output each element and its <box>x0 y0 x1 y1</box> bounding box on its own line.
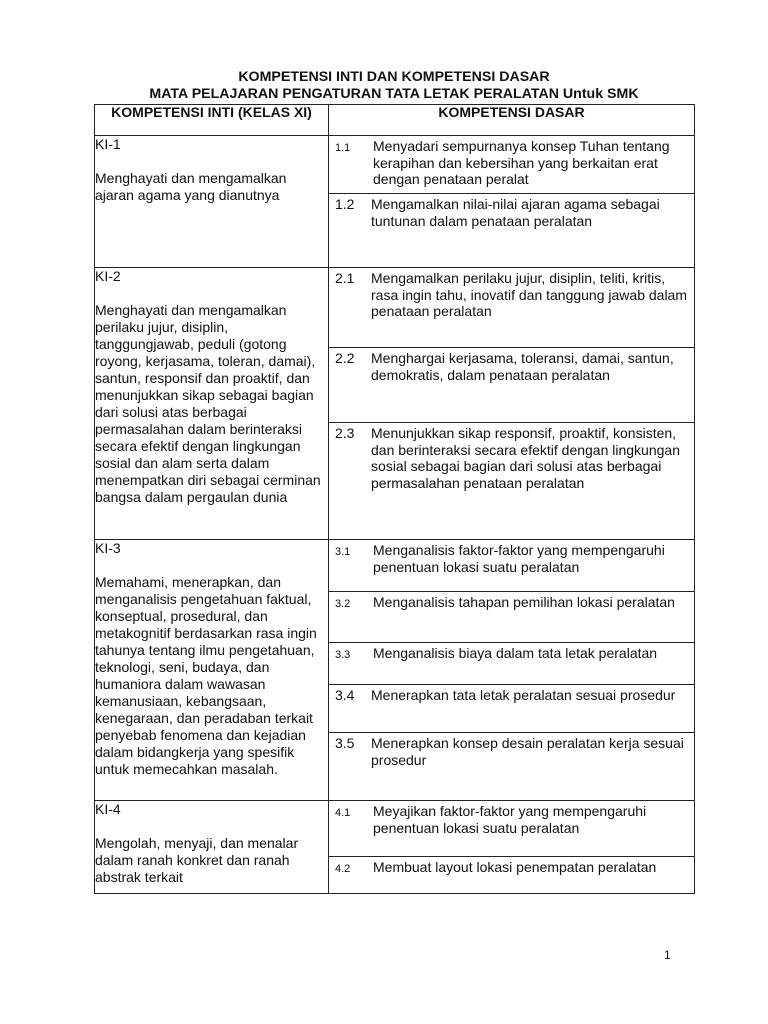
kd-text: Menerapkan konsep desain peralatan kerja sesuai prosedur <box>371 735 684 768</box>
kd-number: 3.1 <box>335 546 351 558</box>
table-row <box>95 540 695 801</box>
kd-number: 4.1 <box>335 807 351 819</box>
kd-number: 2.2 <box>335 350 355 366</box>
kd-item <box>329 591 694 642</box>
kd-number: 1.2 <box>335 196 355 212</box>
table-row <box>95 268 695 540</box>
kd-item <box>329 422 694 539</box>
kd-cell <box>329 268 695 540</box>
kd-text: Menghargai kerjasama, toleransi, damai, santun, demokratis, dalam penataan peralatan <box>371 350 674 383</box>
kd-item <box>329 732 694 800</box>
kd-number: 3.2 <box>335 598 351 610</box>
kd-item <box>329 268 694 347</box>
competency-table <box>94 104 695 894</box>
kd-item <box>329 540 694 591</box>
ki-cell <box>95 540 329 801</box>
ki-code: KI-3 <box>95 540 121 556</box>
kd-item <box>329 801 694 856</box>
kd-text: Menganalisis faktor-faktor yang mempengaruhi penentuan lokasi suatu peralatan <box>373 542 665 575</box>
column-header-ki: KOMPETENSI INTI (KELAS XI) <box>95 105 329 136</box>
kd-cell <box>329 540 695 801</box>
kd-number: 3.5 <box>335 735 355 751</box>
column-header-kd: KOMPETENSI DASAR <box>329 105 695 136</box>
kd-text: Mengamalkan perilaku jujur, disiplin, teliti, kritis, rasa ingin tahu, inovatif dan tanggung jawab dalam penataan peralatan <box>371 270 687 319</box>
kd-number: 3.3 <box>335 649 351 661</box>
ki-code: KI-4 <box>95 801 121 817</box>
ki-cell <box>95 136 329 268</box>
kd-cell <box>329 801 695 894</box>
ki-text: Menghayati dan mengamalkan perilaku jujur, disiplin, tanggungjawab, peduli (gotong royong, kerjasama, toleran, damai), santun, responsif dan proaktif, dan menunjukkan sikap sebagai bagian dari solusi atas berbagai permasalahan dalam berinteraksi secara efektif dengan lingkungan sosial dan alam serta dalam menempatkan diri sebagai cerminan bangsa dalam pergaulan dunia <box>95 302 321 505</box>
kd-text: Menganalisis biaya dalam tata letak peralatan <box>373 645 658 661</box>
kd-text: Menunjukkan sikap responsif, proaktif, konsisten, dan berinteraksi secara efektif dengan lingkungan sosial sebagai bagian dari solusi atas berbagai permasalahan penataan peralatan <box>371 425 680 491</box>
kd-text: Mengamalkan nilai-nilai ajaran agama sebagai tuntunan dalam penataan peralatan <box>371 196 660 229</box>
kd-cell <box>329 136 695 268</box>
ki-code: KI-1 <box>95 136 121 152</box>
kd-text: Meyajikan faktor-faktor yang mempengaruhi penentuan lokasi suatu peralatan <box>373 803 647 836</box>
kd-text: Menganalisis tahapan pemilihan lokasi peralatan <box>373 594 675 610</box>
ki-cell <box>95 801 329 894</box>
page-number: 1 <box>664 948 671 962</box>
table-row <box>95 136 695 268</box>
kd-item <box>329 684 694 732</box>
ki-text: Menghayati dan mengamalkan ajaran agama yang dianutnya <box>95 170 287 203</box>
kd-text: Menerapkan tata letak peralatan sesuai prosedur <box>371 687 676 703</box>
kd-item <box>329 642 694 684</box>
document-title-block <box>94 69 694 103</box>
kd-item <box>329 193 694 235</box>
kd-number: 3.4 <box>335 687 355 703</box>
document-subtitle: MATA PELAJARAN PENGATURAN TATA LETAK PERALATAN Untuk SMK <box>149 86 639 102</box>
ki-text: Mengolah, menyaji, dan menalar dalam ranah konkret dan ranah abstrak terkait <box>95 835 299 885</box>
kd-number: 4.2 <box>335 863 351 875</box>
kd-item <box>329 347 694 422</box>
table-row <box>95 801 695 894</box>
ki-cell <box>95 268 329 540</box>
kd-item <box>329 136 694 193</box>
kd-item <box>329 856 694 893</box>
kd-number: 2.3 <box>335 425 355 441</box>
ki-code: KI-2 <box>95 268 121 284</box>
table-header-row <box>95 105 695 136</box>
kd-number: 1.1 <box>335 142 351 154</box>
ki-text: Memahami, menerapkan, dan menganalisis pengetahuan faktual, konseptual, prosedural, dan metakognitif berdasarkan rasa ingin tahunya tentang ilmu pengetahuan, teknologi, seni, budaya, dan humaniora dalam wawasan kemanusiaan, kebangsaan, kenegaraan, dan peradaban terkait penyebab fenomena dan kejadian dalam bidangkerja yang spesifik untuk memecahkan masalah. <box>95 574 317 777</box>
document-title: KOMPETENSI INTI DAN KOMPETENSI DASAR <box>238 69 550 85</box>
kd-number: 2.1 <box>335 270 355 286</box>
kd-text: Menyadari sempurnanya konsep Tuhan tentang kerapihan dan kebersihan yang berkaitan erat dengan penataan peralat <box>373 138 670 187</box>
kd-text: Membuat layout lokasi penempatan peralatan <box>373 859 657 875</box>
